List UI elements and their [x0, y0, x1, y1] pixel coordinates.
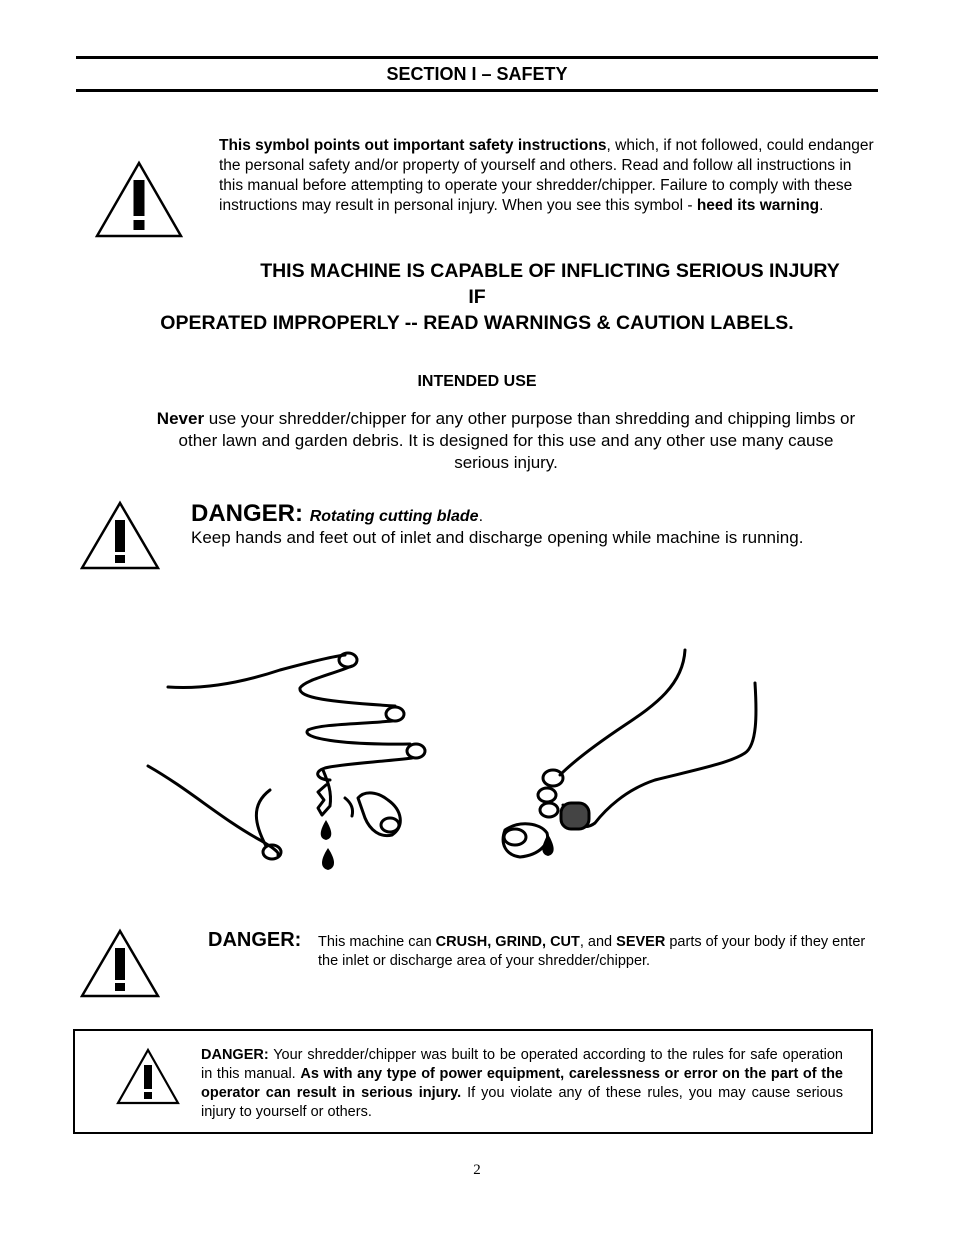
danger3-body — [201, 1046, 843, 1122]
hand-injury-illustration — [140, 640, 430, 875]
warning-triangle-icon — [80, 928, 160, 998]
intended-use-text: use your shredder/chipper for any other purpose than shredding and chipping limbs or other lawn and garden debris. It is designed for this use and any other use many cause serious injury. — [178, 409, 856, 472]
danger2-bold2: SEVER — [616, 934, 666, 950]
danger2-text2: , and — [579, 934, 617, 950]
warning-triangle-icon — [116, 1047, 180, 1105]
intro-heed: heed its warning — [696, 197, 820, 214]
page-number: 2 — [473, 1162, 481, 1178]
intro-lead: This symbol points out important safety instructions — [219, 137, 607, 154]
warning-triangle-icon — [95, 160, 183, 238]
danger3-bold: As with any type of power equipment, carelessness or error on the part of the operator can result in serious injury. — [201, 1066, 843, 1101]
intended-use-title: INTENDED USE — [417, 373, 537, 390]
foot-injury-illustration — [495, 645, 775, 870]
intro-end: . — [819, 197, 824, 214]
warning-triangle-icon — [80, 500, 160, 570]
big-warning-line3: OPERATED IMPROPERLY -- READ WARNINGS & CAUTION LABELS. — [160, 312, 794, 334]
danger1-label: DANGER — [191, 500, 296, 527]
intended-use-never: Never — [156, 409, 205, 428]
danger3-text1: Your shredder/chipper was built to be operated according to the rules for safe operation in this manual. — [201, 1047, 843, 1082]
danger1-colon: : — [295, 500, 304, 527]
top-rule — [76, 56, 878, 59]
danger1-subtitle-end: . — [478, 508, 484, 525]
danger3-label: DANGER: — [201, 1047, 269, 1063]
bottom-rule — [76, 89, 878, 92]
intro-text: , which, if not followed, could endanger the personal safety and/or property of yourself and others. Read and follow all instructions in this manual before attempting to operate your shredder/chipper. Failure to comply with these instructions may result in personal injury. When you see this symbol - — [219, 137, 874, 214]
danger3-text2: If you violate any of these rules, you may cause serious injury to yourself or others. — [201, 1085, 843, 1120]
section-title: SECTION I – SAFETY — [386, 64, 568, 84]
danger2-text3: parts of your body if they enter the inlet or discharge area of your shredder/chipper. — [318, 934, 866, 969]
intro-paragraph — [219, 136, 874, 216]
danger2-body — [318, 933, 878, 971]
big-warning-line1: THIS MACHINE IS CAPABLE OF INFLICTING SERIOUS INJURY — [260, 260, 840, 282]
danger1-subtitle: Rotating cutting blade — [309, 508, 479, 525]
danger2-bold1: CRUSH, GRIND, CUT — [435, 934, 580, 950]
intended-use-body — [150, 408, 862, 474]
big-warning-line2: IF — [468, 286, 486, 308]
danger1-body: Keep hands and feet out of inlet and discharge opening while machine is running. — [191, 528, 804, 547]
danger1-heading — [191, 500, 483, 528]
danger2-text1: This machine can — [318, 934, 436, 950]
danger2-label: DANGER: — [208, 929, 302, 951]
